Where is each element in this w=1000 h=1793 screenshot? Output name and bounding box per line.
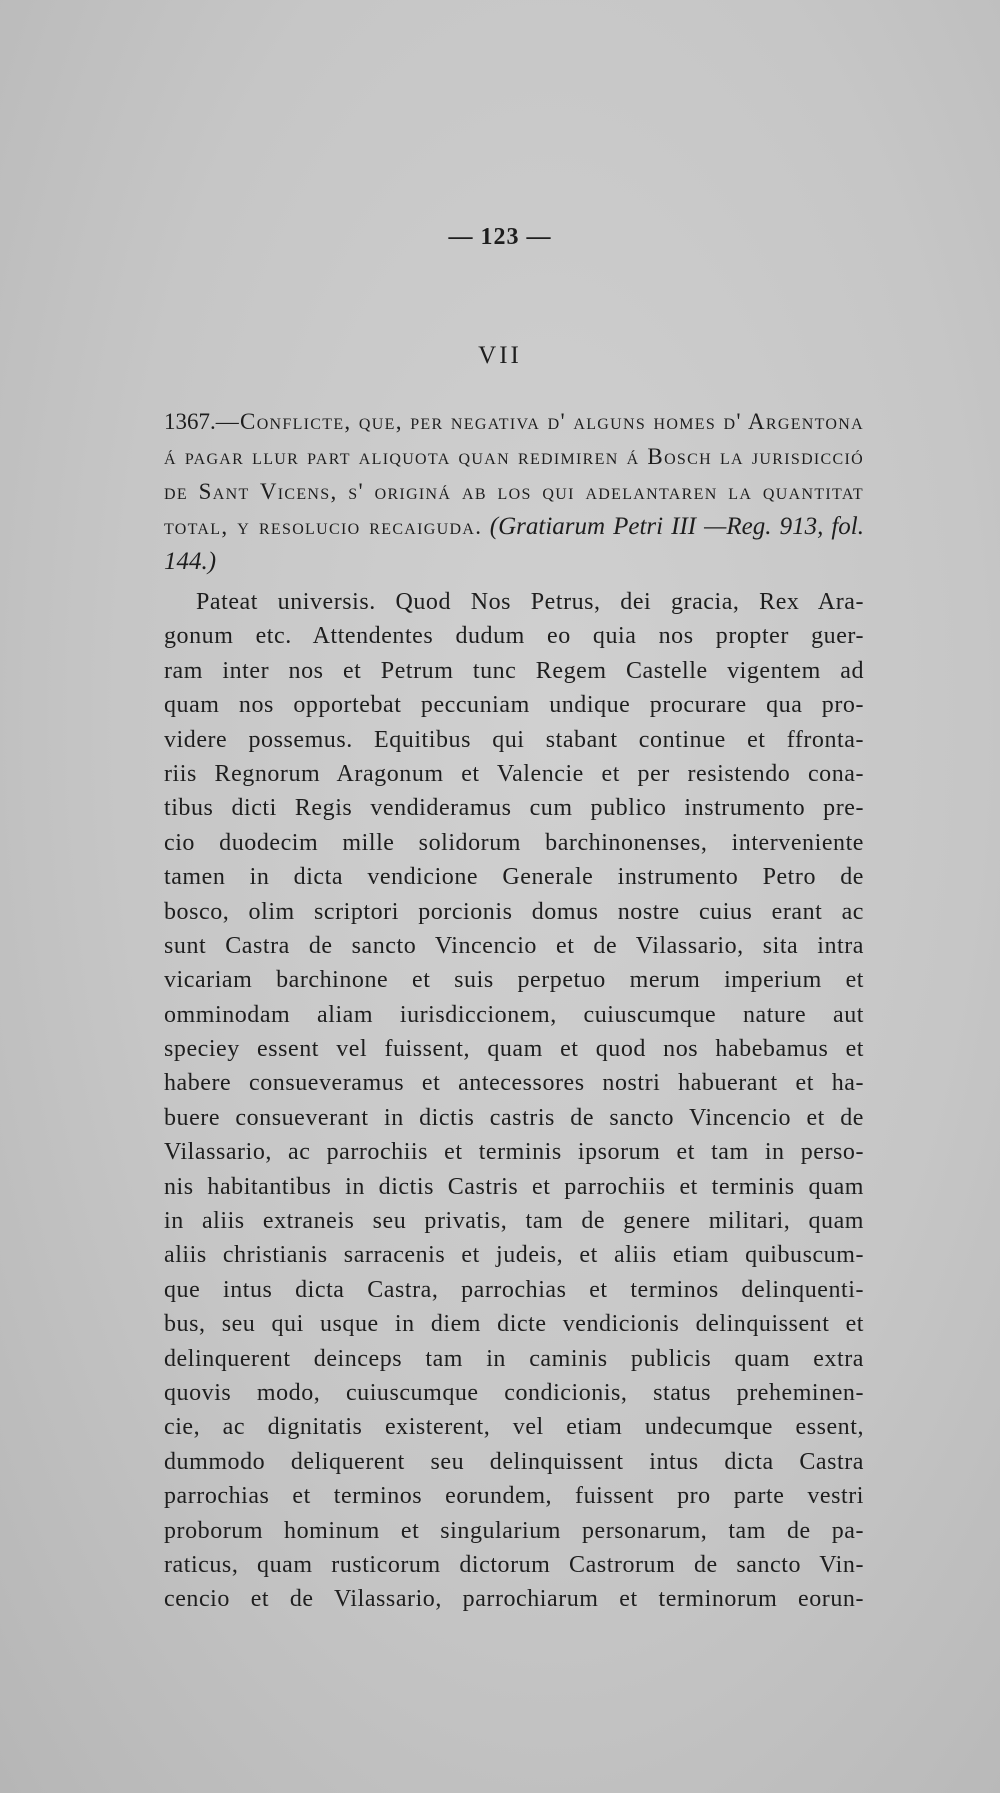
body-line: gonum etc. Attendentes dudum eo quia nos propter guer- [164,623,864,650]
body-line: parrochias et terminos eorundem, fuissent pro parte vestri [164,1483,864,1510]
body-line: tibus dicti Regis vendideramus cum publico instrumento pre- [164,795,864,822]
body-line: vicariam barchinone et suis perpetuo merum imperium et [164,967,864,994]
body-line: riis Regnorum Aragonum et Valencie et per resistendo cona- [164,760,864,787]
body-line: quovis modo, cuiuscumque condicionis, status preheminen- [164,1379,864,1406]
body-line: cencio et de Vilassario, parrochiarum et terminorum eorun- [164,1586,864,1613]
body-line: delinquerent deinceps tam in caminis publicis quam extra [164,1345,864,1372]
body-line: cio duodecim mille solidorum barchinonenses, interveniente [164,829,864,856]
document-heading [164,404,864,579]
body-line: bosco, olim scriptori porcionis domus nostre cuius erant ac [164,898,864,925]
archive-reference: (Gratiarum Petri III —Reg. 913, fol. 144.) [164,513,864,575]
heading-summary: —Conflicte, que, per negativa d' alguns homes d' Argentona á pagar llur part aliquota quan redimiren á Bosch la jurisdicció de Sant Vicens, s' originá ab los qui adelantaren la quantitat total, y resolucio recaiguda. [164,409,864,539]
body-line: habere consueveramus et antecessores nostri habuerant et ha- [164,1070,864,1097]
body-line: Vilassario, ac parrochiis et terminis ipsorum et tam in perso- [164,1139,864,1166]
body-line: omminodam aliam iurisdiccionem, cuiuscumque nature aut [164,1001,864,1028]
body-line: cie, ac dignitatis existerent, vel etiam undecumque essent, [164,1414,864,1441]
document-body [164,585,864,1617]
body-line: nis habitantibus in dictis Castris et parrochiis et terminis quam [164,1173,864,1200]
body-line: dummodo deliquerent seu delinquissent intus dicta Castra [164,1448,864,1475]
body-line: tamen in dicta vendicione Generale instrumento Petro de [164,864,864,891]
body-line: in aliis extraneis seu privatis, tam de genere militari, quam [164,1208,864,1235]
body-line: buere consueverant in dictis castris de sancto Vincencio et de [164,1104,864,1131]
section-number: VII [478,342,522,369]
body-line: speciey essent vel fuissent, quam et quod nos habebamus et [164,1036,864,1063]
body-line: raticus, quam rusticorum dictorum Castrorum de sancto Vin- [164,1551,864,1578]
body-line: aliis christianis sarracenis et judeis, et aliis etiam quibuscum- [164,1242,864,1269]
body-line: quam nos opportebat peccuniam undique procurare qua pro- [164,692,864,719]
body-line: Pateat universis. Quod Nos Petrus, dei gracia, Rex Ara- [196,589,864,615]
body-line: proborum hominum et singularium personarum, tam de pa- [164,1517,864,1544]
heading-year: 1367. [164,409,216,434]
body-line: bus, seu qui usque in diem dicte vendicionis delinquissent et [164,1311,864,1338]
body-line: que intus dicta Castra, parrochias et terminos delinquenti- [164,1276,864,1303]
body-line: ram inter nos et Petrum tunc Regem Castelle vigentem ad [164,657,864,684]
body-line: sunt Castra de sancto Vincencio et de Vilassario, sita intra [164,932,864,959]
page-number: — 123 — [448,224,552,250]
body-line: videre possemus. Equitibus qui stabant continue et ffronta- [164,726,864,753]
